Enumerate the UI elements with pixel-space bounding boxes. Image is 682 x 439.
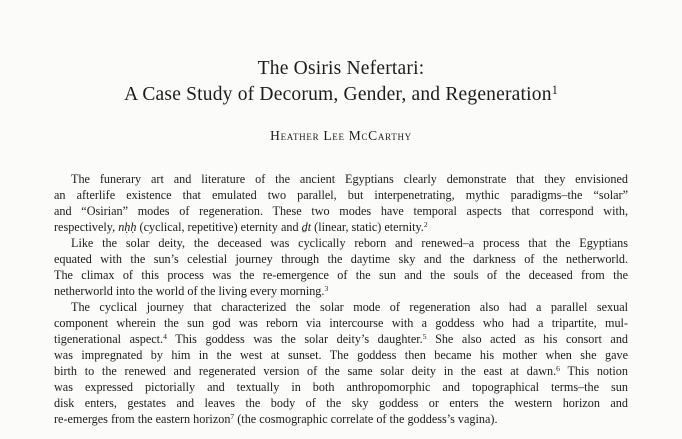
footnote-ref: 4 [163,332,167,342]
article-title [0,56,682,108]
text-segment: equated with the sun’s celestial journey through the daytime sky and the darkness of the netherworld. [54,252,628,266]
footnote-ref: 3 [324,284,329,294]
body-line [54,219,628,235]
text-segment: tigenerational aspect. [54,332,164,346]
body-line [54,363,628,379]
body-line [54,251,628,267]
title-line-2-text: A Case Study of Decorum, Gender, and Regeneration [124,84,552,105]
text-segment: This notion [559,364,628,378]
text-segment: re-emerges from the eastern horizon [54,412,231,426]
body-line [54,347,628,363]
title-line-2 [0,82,682,108]
body-line [54,283,628,299]
paragraph [54,171,628,235]
article-body [54,171,628,427]
footnote-ref: 5 [422,332,427,342]
author-name: Heather Lee McCarthy [270,128,412,143]
body-line [54,235,628,251]
body-line [54,171,628,187]
title-footnote-ref: 1 [551,82,558,97]
body-line [54,395,628,411]
body-line [54,331,628,347]
text-segment: was expressed pictorially and textually in both anthropomorphic and topographical terms–the sun [54,380,628,394]
text-segment: disk enters, gestates and leaves the body of the sky goddess or enters the western horizon and [54,396,628,410]
body-line [54,379,628,395]
footnote-ref: 7 [230,412,235,422]
paragraph [54,235,628,299]
body-line [54,267,628,283]
text-segment: component wherein the sun god was reborn via intercourse with a goddess who had a tripartite, mul- [54,316,628,330]
text-segment: and “Osirian” modes of regeneration. These two modes have temporal aspects that correspond with, [54,204,628,218]
text-segment: an afterlife existence that emulated two parallel, but interpenetrating, mythic paradigms–the “solar” [54,188,628,202]
text-segment: The climax of this process was the re-emergence of the sun and the souls of the deceased from the [54,268,628,282]
footnote-ref: 6 [556,364,560,374]
text-segment: birth to the renewed and regenerated version of the same solar deity in the east at dawn. [54,364,557,378]
text-segment: Like the solar deity, the deceased was cyclically reborn and renewed–a process that the Egyptians [71,236,628,250]
text-segment: was impregnated by him in the west at sunset. The goddess then became his mother when she gave [54,348,628,362]
body-line [54,203,628,219]
paragraph [54,299,628,427]
text-segment: (cyclical, repetitive) eternity and [136,220,302,234]
body-line [54,187,628,203]
text-segment: This goddess was the solar deity’s daughter. [166,332,423,346]
text-segment: respectively, [54,220,119,234]
text-segment: (linear, static) eternity. [311,220,424,234]
transliteration-term: nḥḥ [118,220,137,234]
body-line [54,315,628,331]
body-line [54,411,628,427]
text-segment: (the cosmographic correlate of the goddess’s vagina). [234,412,498,426]
text-segment: netherworld into the world of the living every morning. [54,284,325,298]
text-segment: She also acted as his consort and [426,332,629,346]
title-line-1: The Osiris Nefertari: [257,58,425,79]
body-line [54,299,628,315]
footnote-ref: 2 [423,220,428,230]
text-segment: The cyclical journey that characterized the solar mode of regeneration also had a parallel sexual [71,300,628,314]
transliteration-term: ḏt [301,220,312,234]
text-segment: The funerary art and literature of the ancient Egyptians clearly demonstrate that they envisioned [71,172,628,186]
